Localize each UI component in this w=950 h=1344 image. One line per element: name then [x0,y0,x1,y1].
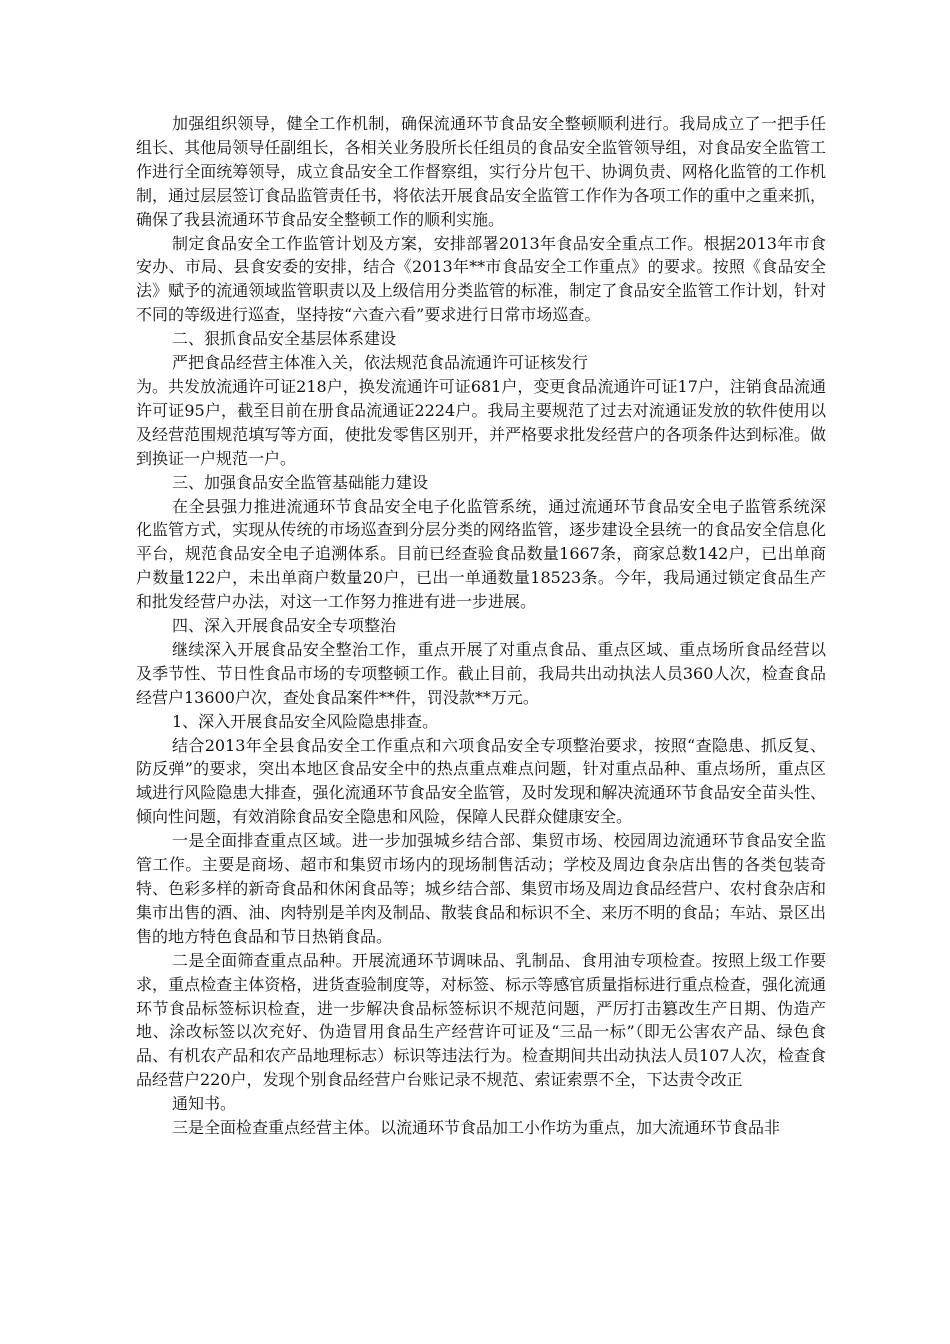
paragraph-plan: 制定食品安全工作监管计划及方案，安排部署2013年食品安全重点工作。根据2013年市食安办、市局、县食安委的安排，结合《2013年**市食品安全工作重点》的要求。按照《食品安全法》赋予的流通领域监管职责以及上级信用分类监管的标准，制定了食品安全监管工作计划，针对不同的等级进行巡查，坚持按“六查六看”要求进行日常市场巡查。 [136,233,826,325]
paragraph-license-stats: 为。共发放流通许可证218户，换发流通许可证681户，变更食品流通许可证17户，注销食品流通许可证95户，截至目前在册食品流通证2224户。我局主要规范了过去对流通证发放的软件使用以及经营范围规范填写等方面，使批发零售区别开，并严格要求批发经营户的各项条件达到标准。做到换证一户规范一户。 [136,376,826,468]
paragraph-risk-check: 结合2013年全县食品安全工作重点和六项食品安全专项整治要求，按照“查隐患、抓反复、防反弹”的要求，突出本地区食品安全中的热点重点难点问题，针对重点品种、重点场所，重点区域进行风险隐患大排查，强化流通环节食品安全监管，及时发现和解决流通环节食品安全苗头性、倾向性问题，有效消除食品安全隐患和风险，保障人民群众健康安全。 [136,735,826,827]
paragraph-organization: 加强组织领导，健全工作机制，确保流通环节食品安全整顿顺利进行。我局成立了一把手任组长、其他局领导任副组长，各相关业务股所长任组员的食品安全监管领导组，对食品安全监管工作进行全面统筹领导，成立食品安全工作督察组，实行分片包干、协调负责、网格化监管的工作机制，通过层层签订食品监管责任书，将依法开展食品安全监管工作作为各项工作的重中之重来抓，确保了我县流通环节食品安全整顿工作的顺利实施。 [136,114,826,229]
section-heading-3: 三、加强食品安全监管基础能力建设 [172,472,429,492]
section-heading-2: 二、狠抓食品安全基层体系建设 [172,329,397,349]
document-body [136,112,826,1140]
paragraph-key-operators: 三是全面检查重点经营主体。以流通环节食品加工小作坊为重点，加大流通环节食品非 [172,1118,781,1138]
paragraph-key-areas: 一是全面排查重点区域。进一步加强城乡结合部、集贸市场、校园周边流通环节食品安全监管工作。主要是商场、超市和集贸市场内的现场制售活动；学校及周边食杂店出售的各类包装奇特、色彩多样的新奇食品和休闲食品等；城乡结合部、集贸市场及周边食品经营户、农村食杂店和集市出售的酒、油、肉特别是羊肉及制品、散装食品和标识不全、来历不明的食品；车站、景区出售的地方特色食品和节日热销食品。 [136,831,826,946]
paragraph-rectification: 继续深入开展食品安全整治工作，重点开展了对重点食品、重点区域、重点场所食品经营以及季节性、节日性食品市场的专项整顿工作。截止目前，我局共出动执法人员360人次，检查食品经营户13600户次，查处食品案件**件，罚没款**万元。 [136,639,826,707]
paragraph-license-intro: 严把食品经营主体准入关，依法规范食品流通许可证核发行 [172,353,589,373]
section-heading-4: 四、深入开展食品安全专项整治 [172,616,397,636]
paragraph-notice: 通知书。 [172,1094,237,1114]
paragraph-electronic-system: 在全县强力推进流通环节食品安全电子化监管系统，通过流通环节食品安全电子监管系统深化监管方式，实现从传统的市场巡查到分层分类的网络监管，逐步建设全县统一的食品安全信息化平台，规范食品安全电子追溯体系。目前已经查验食品数量1667条，商家总数142户，已出单商户数量122户，未出单商户数量20户，已出一单通数量18523条。今年，我局通过锁定食品生产和批发经营户办法，对这一工作努力推进有进一步进展。 [136,496,826,612]
subheading-risk-check: 1、深入开展食品安全风险隐患排查。 [172,711,439,731]
paragraph-key-varieties: 二是全面筛查重点品种。开展流通环节调味品、乳制品、食用油专项检查。按照上级工作要求，重点检查主体资格，进货查验制度等，对标签、标示等感官质量指标进行重点检查，强化流通环节食品标签标识检查，进一步解决食品标签标识不规范问题，严厉打击篡改生产日期、伪造产地、涂改标签以次充好、伪造冒用食品生产经营许可证及“三品一标”（即无公害农产品、绿色食品、有机农产品和农产品地理标志）标识等违法行为。检查期间共出动执法人员107人次，检查食品经营户220户，发现个别食品经营户台账记录不规范、索证索票不全，下达责令改正 [136,950,826,1090]
